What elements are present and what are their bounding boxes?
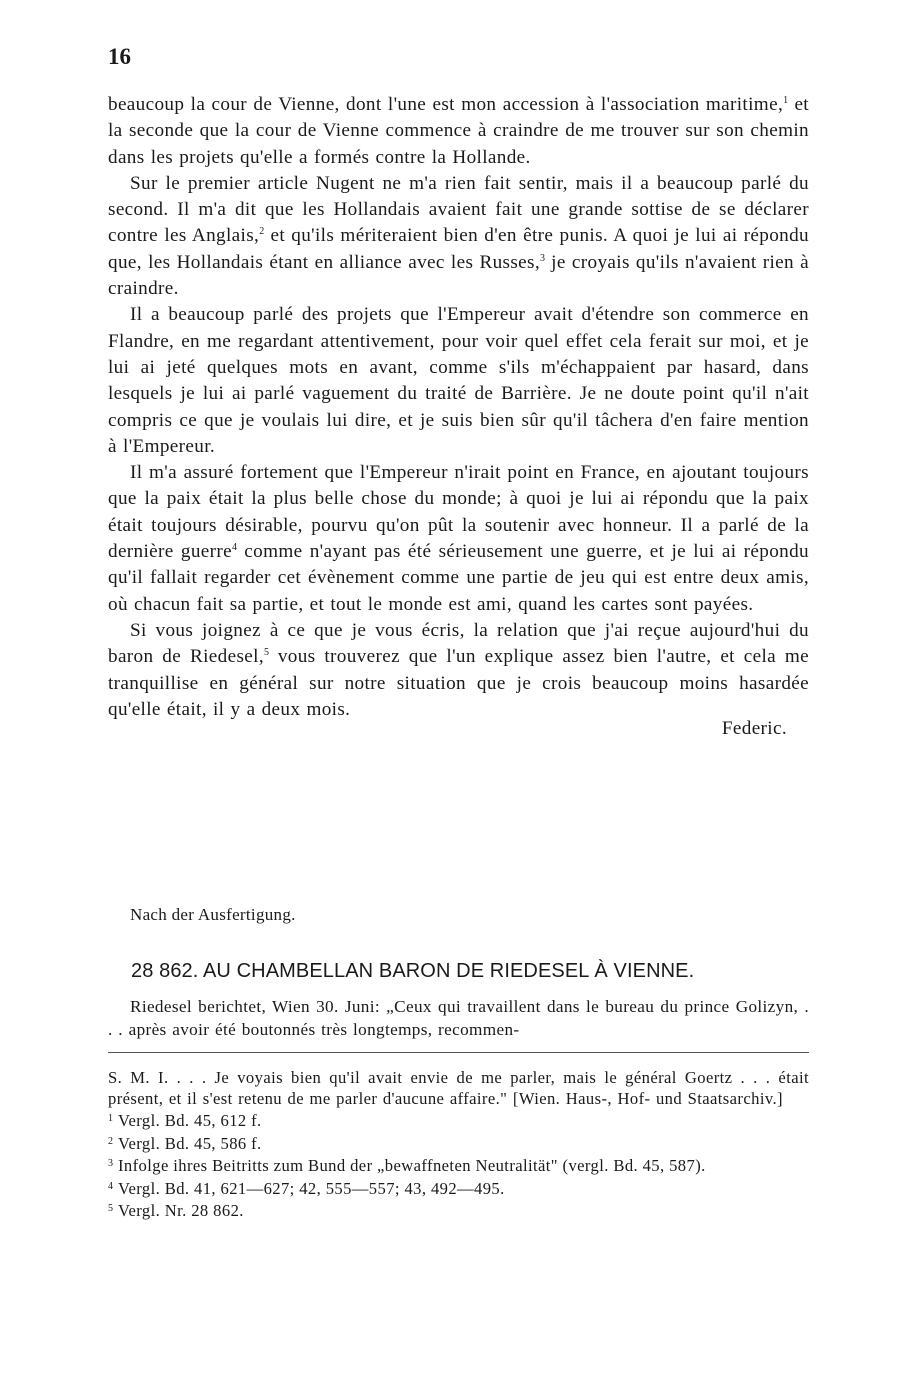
paragraph-1 [108, 92, 809, 171]
footnotes [108, 1068, 809, 1222]
paragraph-text: Il m'a assuré fortement que l'Empereur n'irait point en France, en ajoutant toujours que la paix était la plus belle chose du monde; à quoi je lui ai répondu que la paix était toujours désirable, pourvu qu'on pût la soutenir avec honneur. Il a parlé de la dernière guerre [108, 462, 809, 563]
footnote-mark: 2 [108, 1135, 113, 1147]
footnote-3 [108, 1154, 809, 1177]
paragraph-3: Il a beaucoup parlé des projets que l'Empereur avait d'étendre son commerce en Flandre, en me regardant attentivement, pour voir quel effet cela ferait sur moi, et je lui ai jeté quelques mots en avant, comme s'ils m'échappaient par hasard, dans lesquels je lui ai parlé vaguement du traité de Barrière. Je ne doute point qu'il n'ait compris ce que je voulais lui dire, et je suis bien sûr qu'il tâchera d'en faire mention à l'Empereur. [108, 304, 809, 457]
letter-body [108, 92, 809, 742]
footnote-ref: 2 [259, 226, 265, 238]
summary-text: Riedesel berichtet, Wien 30. Juni: „Ceux qui travaillent dans le bureau du prince Golizyn, . . . après avoir été boutonnés très longtemps, recommen- [108, 997, 809, 1039]
letter-heading: 28 862. AU CHAMBELLAN BARON DE RIEDESEL À VIENNE. [131, 960, 695, 982]
paragraph-text: Sur le premier article Nugent ne m'a rien fait sentir, mais il a beaucoup parlé du second. Il m'a dit que les Hollandais avaient fait une grande sottise de se déclarer contre les Anglais, [108, 172, 809, 247]
paragraph-text: Si vous joignez à ce que je vous écris, la relation que j'ai reçue aujourd'hui du baron de Riedesel, [108, 619, 809, 668]
letter-summary [108, 996, 809, 1041]
signature: Federic. [721, 718, 787, 740]
footnote-text: Vergl. Bd. 41, 621—627; 42, 555—557; 43, 492—495. [118, 1178, 505, 1198]
footnote-divider [108, 1052, 809, 1053]
footnote-ref: 1 [783, 95, 789, 106]
source-note: Nach der Ausfertigung. [130, 905, 296, 924]
footnote-1 [108, 1109, 809, 1132]
footnote-quote-text: S. M. I. . . . Je voyais bien qu'il avait envie de me parler, mais le général Goertz . . . était présent, et il s'est retenu de me parler d'aucune affaire." [Wien. Haus-, Hof- und Staatsarchiv.] [108, 1068, 809, 1108]
footnote-text: Vergl. Bd. 45, 586 f. [118, 1133, 262, 1153]
footnote-5 [108, 1199, 809, 1222]
footnote-quote [108, 1068, 809, 1109]
footnote-ref: 5 [263, 647, 269, 659]
footnote-text: Infolge ihres Beitritts zum Bund der „bewaffneten Neutralität" (vergl. Bd. 45, 587). [118, 1156, 706, 1175]
footnote-4 [108, 1177, 809, 1200]
page-number: 16 [108, 44, 131, 69]
paragraph-text: et qu'ils mériteraient bien d'en être punis. A quoi je lui ai répondu que, les Hollandais étant en alliance avec les Russes, [108, 225, 809, 273]
footnote-ref: 4 [232, 542, 237, 554]
footnote-2 [108, 1132, 809, 1155]
paragraph-4 [108, 460, 809, 618]
footnote-mark: 4 [108, 1180, 113, 1192]
footnote-mark: 1 [108, 1113, 113, 1124]
footnote-text: Vergl. Bd. 45, 612 f. [118, 1111, 262, 1130]
paragraph-text: je croyais qu'ils n'avaient rien à craindre. [108, 251, 809, 300]
footnote-text: Vergl. Nr. 28 862. [118, 1201, 244, 1220]
paragraph-text: beaucoup la cour de Vienne, dont l'une est mon accession à l'association maritime, [108, 94, 784, 115]
paragraph-text: comme n'ayant pas été sérieusement une guerre, et je lui ai répondu qu'il fallait regarder cet évènement comme une partie de jeu qui est entre deux amis, où chacun fait sa partie, et tout le monde est ami, quand les cartes sont payées. [108, 541, 809, 615]
paragraph-text: vous trouverez que l'un explique assez bien l'autre, et cela me tranquillise en général sur notre situation que je crois beaucoup moins hasardée qu'elle était, il y a deux mois. [108, 646, 809, 720]
paragraph-2 [108, 171, 809, 302]
paragraph-5 [108, 618, 809, 723]
footnote-mark: 3 [108, 1158, 113, 1169]
footnote-ref: 3 [540, 252, 546, 264]
footnote-mark: 5 [108, 1203, 113, 1214]
paragraph-text: et la seconde que la cour de Vienne commence à craindre de me trouver sur son chemin dans les projets qu'elle a formés contre la Hollande. [108, 94, 809, 168]
